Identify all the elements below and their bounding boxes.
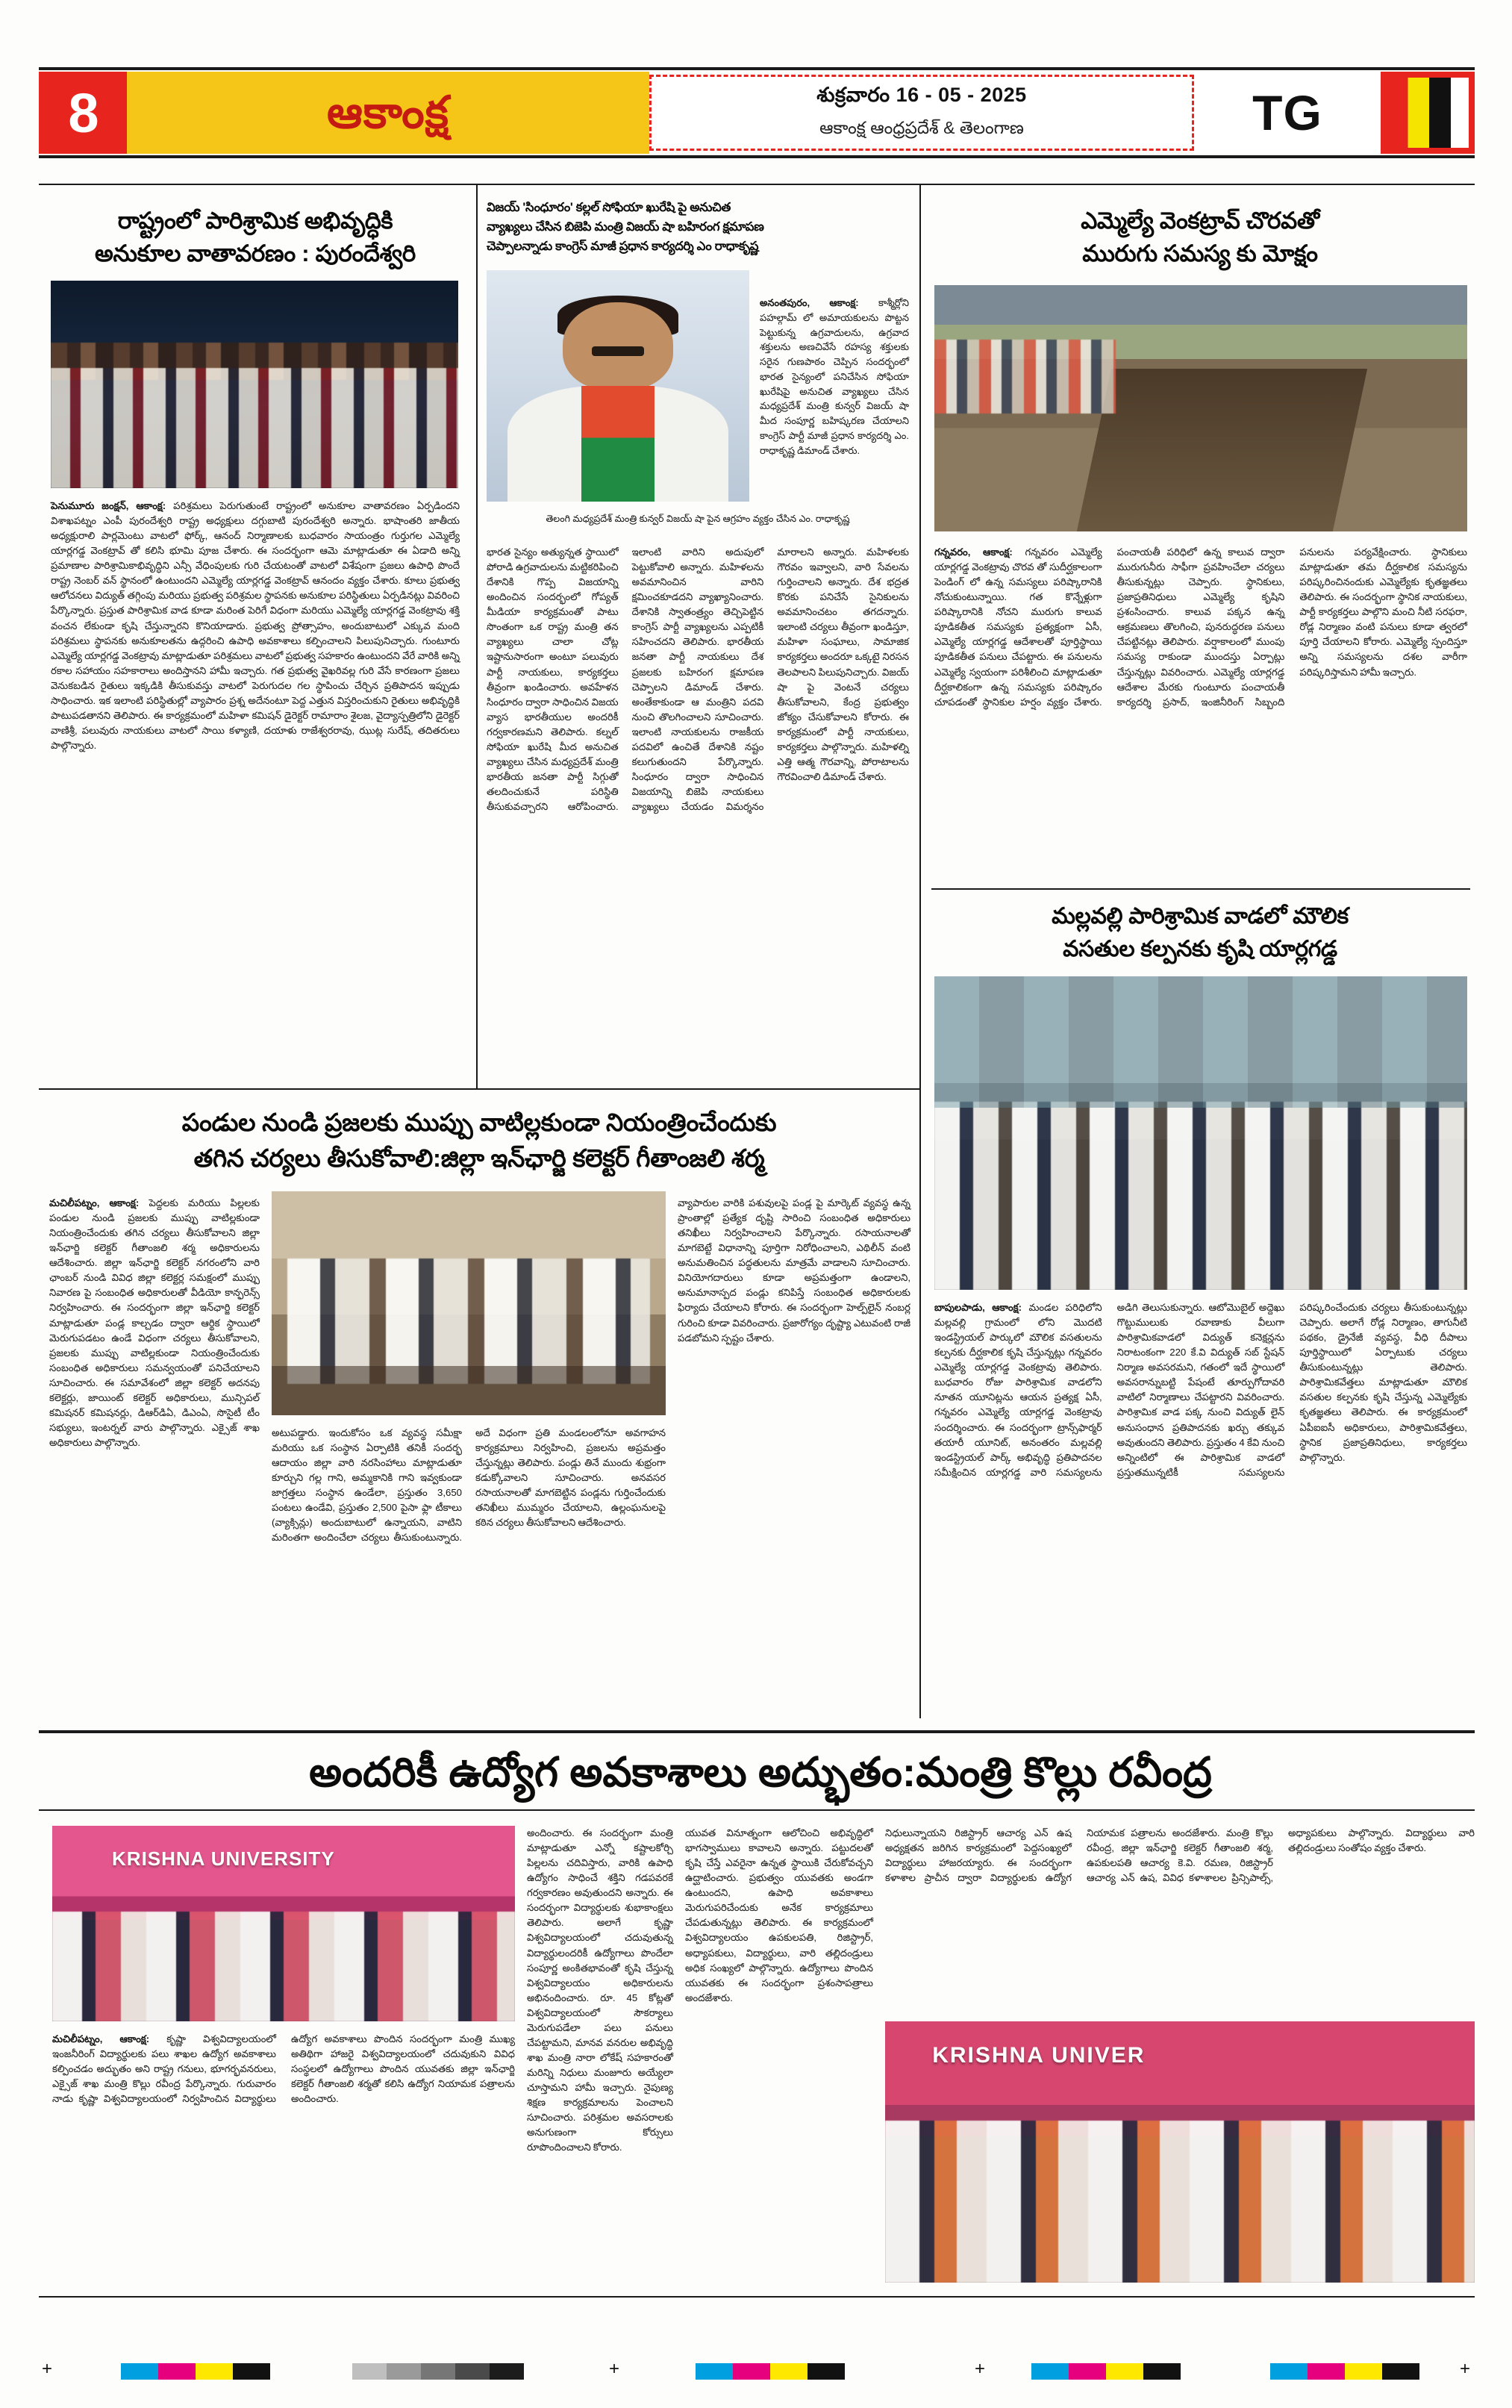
headline-mla-drain-line1: ఎమ్మెల్యే వెంకట్రావ్ చొరవతో <box>1081 208 1319 234</box>
rule-vertical-2 <box>919 185 921 1088</box>
rule-vertical-1 <box>476 185 478 1088</box>
kicker-bjp-line2: వ్యాఖ్యలు చేసిన బిజెపి మంత్రి విజయ్ షా బహిరంగ క్షమాపణ <box>487 220 764 234</box>
rule-collector-top <box>39 1088 919 1090</box>
registration-mark-right: + <box>1459 2359 1470 2379</box>
sidebar-text-bjp: కాశ్మీర్లోని పహల్గామ్ లో అమాయకులను పొట్టన పెట్టుకున్న ఉగ్రవాదులను, ఉగ్రవాద శక్తులను అణచివేసే రహస్య శక్తులకు సరైన గుణపాఠం చెప్పిన సందర్భంలో భారత సైన్యంలో పనిచేసిన సోఫియా ఖురేషిపై అనుచిత వ్యాఖ్యలు చేసిన మధ్యప్రదేశ్ మంత్రి కున్వర్ విజయ్ షా మీద సంపూర్ణ బహిష్కరణ చేయాలని కాంగ్రెస్ పార్టీ మాజీ ప్రధాన కార్యదర్శి ఎం. రాధాకృష్ణ డిమాండ్ చేశారు. <box>760 297 909 456</box>
rule-jobs-top <box>39 1730 1475 1733</box>
article-collector-col1 <box>49 1196 260 1711</box>
color-bar-set-2 <box>696 2363 845 2380</box>
headline-collector-line1: పండుల నుండి ప్రజలకు ముప్పు వాటిల్లకుండా నియంత్రించేందుకు <box>181 1108 777 1136</box>
headline-jobs-banner: అందరికీ ఉద్యోగ అవకాశాలు అద్భుతం:మంత్రి కొల్లు రవీంద్ర <box>309 1749 1212 1795</box>
university-event-banner-text: KRISHNA UNIVERSITY <box>112 1847 335 1871</box>
headline-industrial-growth-line1: రాష్ట్రంలో పారిశ్రామిక అభివృద్ధికి <box>117 208 393 234</box>
rule-masthead-bottom <box>39 155 1475 158</box>
dateline-industrial-growth: పెనుమూరు జంక్షన్, ఆకాంక్ష: <box>51 500 166 511</box>
registration-mark-center-right: + <box>974 2359 985 2379</box>
kicker-bjp-line3: చెప్పాలన్నాడు కాంగ్రెస్ మాజీ ప్రధాన కార్యదర్శి ఎం రాధాకృష్ణ <box>487 240 759 253</box>
registration-mark-center-left: + <box>608 2359 619 2379</box>
headline-industrial-growth-line2: అనుకూల వాతావరణం : పురందేశ్వరి <box>95 240 416 266</box>
rule-mallavalli-top <box>931 888 1470 890</box>
body-text-mallavalli: మండల పరిధిలోని మల్లవల్లి గ్రామంలో లోని మొదటి ఇండస్ట్రియల్ పార్కులో మౌలిక వసతులను కల్పనకు దీర్ఘకాలిక కృషి చేస్తున్నట్లు గన్నవరం ఎమ్మెల్యే యార్లగడ్డ వెంకట్రావు తెలిపారు. బుధవారం రోజు పారిశ్రామిక వాడలోని నూతన యూనిట్లను ఆయన ప్రత్యక్ష ఏసీ, గన్నవరం ఎమ్మెల్యే యార్లగడ్డ వెంకట్రావు సందర్శించారు. ఈ సందర్భంగా ట్రాన్స్‌ఫార్మర్ తయారీ యూనిట్, అనంతరం మల్లవల్లి ఇండస్ట్రియల్ పార్క్ అభివృద్ధి ప్రతిపాదనల సమీక్షించిన యార్లగడ్డ వారి సమస్యలను అడిగి తెలుసుకున్నారు. ఆటోమొబైల్ అద్దెఖు గొట్టుములుకు రవాణాకు వీలుగా పారిశ్రామికవాడలో విద్యుత్ కనెక్షన్లను నిరాటంకంగా 220 కే.వి విద్యుత్ సబ్ స్టేషన్ నిర్మాణ అవసరమని, గతంలో ఇదే స్థాయిలో అవసరాన్నుబట్టి పేషంటే తూర్పుగోదావరి వాటిలో నిర్మాణాలు చేపట్టారని వివరించారు. పారిశ్రామిక వాడ పక్క నుంచి విద్యుత్ లైన్ అనుసంధాన ప్రతిపాదనకు ఖర్చు తక్కువ అవుతుందని తెలిపారు. ప్రస్తుతం 4 కేవి నుంచి అన్నింటిలో ఈ పారిశ్రామిక వాడలో ప్రస్తుతమున్నటికీ సమస్యలను పరిష్కరించేందుకు చర్యలు తీసుకుంటున్నట్లు చెప్పారు. అలాగే రోడ్ల నిర్మాణం, తాగునీటి పథకం, డ్రైనేజీ వ్యవస్థ, వీధి దీపాలు పూర్తిస్థాయిలో ఏర్పాటుకు చర్యలు తీసుకుంటున్నట్లు తెలిపారు. పారిశ్రామికవేత్తలు మాట్లాడుతూ మౌలిక వసతుల కల్పనకు కృషి చేస్తున్న ఎమ్మెల్యేకు కృతజ్ఞతలు తెలిపారు. ఈ కార్యక్రమంలో ఏపీఐఐసీ అధికారులు, పారిశ్రామికవేత్తలు, స్థానిక ప్రజాప్రతినిధులు, కార్యకర్తలు పాల్గొన్నారు. <box>934 1302 1467 1478</box>
headline-mallavalli-line2: వసతుల కల్పనకు కృషి యార్లగడ్డ <box>1063 937 1337 961</box>
dateline-bjp: అనంతపురం, ఆకాంక్ష: <box>760 297 859 308</box>
university-stage-banner-text: KRISHNA UNIVER <box>932 2042 1146 2068</box>
headline-mla-drain-line2: మురుగు సమస్య కు మోక్షం <box>1082 240 1318 266</box>
article-jobs-col1 <box>52 2032 515 2278</box>
rule-jobs-under-headline <box>39 1809 1475 1811</box>
rule-section-top <box>39 184 1475 185</box>
university-event-photo <box>52 1826 515 2021</box>
article-jobs-col3: యువత వినూత్నంగా ఆలోచించి అభివృద్ధిలో భాగస్వాములు కావాలని అన్నారు. పట్టుదలతో కృషి చేస్తే ఎవరైనా ఉన్నత స్థాయికి చేరుకోవచ్చని ఉద్ఘాటించారు. ప్రభుత్వం యువతకు అండగా ఉంటుందని, ఉపాధి అవకాశాలు మెరుగుపరిచేందుకు అనేక కార్యక్రమాలు చేపడుతున్నట్లు తెలిపారు. ఈ కార్యక్రమంలో విశ్వవిద్యాలయం ఉపకులపతి, రిజిస్ట్రార్, అధ్యాపకులు, విద్యార్థులు, వారి తల్లిదండ్రులు అధిక సంఖ్యలో పాల్గొన్నారు. ఉద్యోగాలు పొందిన యువతకు ఈ సందర్భంగా ప్రశంసాపత్రాలు అందజేశారు. <box>685 1827 873 2003</box>
body-text-jobs-1: కృష్ణా విశ్వవిద్యాలయంలో ఇంజనీరింగ్ విద్యార్థులకు పలు శాఖల ఉద్యోగ అవకాశాలు కల్పించడం అద్భుతం అని రాష్ట్ర గనులు, భూగర్భవనరులు, ఎక్సైజ్ శాఖ మంత్రి కొల్లు రవీంద్ర పేర్కొన్నారు. గురువారం నాడు కృష్ణా విశ్వవిద్యాలయంలో నిర్వహించిన విద్యార్థులు ఉద్యోగ అవకాశాలు పొందిన సందర్భంగా మంత్రి ముఖ్య అతిథిగా హాజరై విశ్వవిద్యాలయంలో చదువుకుని వివిధ సంస్థలలో ఉద్యోగాలు పొందిన యువతకు జిల్లా ఇన్‌ఛార్జి కలెక్టర్ గీతాంజలి శర్మతో కలిసి ఉద్యోగ నియామక పత్రాలను అందించారు. <box>52 2033 515 2105</box>
article-collector-col2: అటుపడ్డారు. ఇందుకోసం ఒక వ్యవస్థ సమీక్షా మరియు ఒక సంస్థాన ఏర్పాటికి తనికీ సందర్భ ఆదాయం జిల్లా వారి నరసింహాలు మాట్లాడుతూ కూర్చుని గల్ల గాని, అమ్మకానికి గాని ఇవ్వకుండా జాగ్రత్తలు సంస్థాన ఉండేలా, ప్రస్తుతం 3,650 పంటలు ఉండేవి, ప్రస్తుతం 2,500 పైసా ఫ్లా టీకాలు (వ్యాక్సిన్లు) అందుబాటులో ఉన్నాయని, వాటిని మరింతగా అందించేలా చర్యలు తీసుకుంటున్నారు. అదే విధంగా ప్రతి మండలంలోనూ అవగాహన కార్యక్రమాలు నిర్వహించి, ప్రజలను అప్రమత్తం చేస్తున్నట్లు తెలిపారు. పండ్లు తినే ముందు శుభ్రంగా కడుక్కోవాలని సూచించారు. అనవసర రసాయనాలతో మాగబెట్టిన పండ్లను గుర్తించేందుకు తనిఖీలు ముమ్మరం చేయాలని, ఉల్లంఘనులపై కఠిన చర్యలు తీసుకోవాలని ఆదేశించారు. <box>272 1427 666 1544</box>
logo-text: ఆకాంక్ష <box>327 87 449 137</box>
body-text-collector-1: పెద్దలకు మరియు పిల్లలకు పండుల నుండి ప్రజలకు ముప్పు వాటిల్లకుండా నియంత్రించేందుకు తగిన చర్యలు తీసుకోవాలని జిల్లా ఇన్‌ఛార్జి కలెక్టర్ గీతాంజలి శర్మ అధికారులను ఆదేశించారు. జిల్లా ఇన్‌ఛార్జి కలెక్టర్ నగరంలోని వారి ఛాంబర్ నుండి వివిధ జిల్లా కలెక్టర్ల సమక్షంలో ముప్పు నివారణ పై సంబంధిత అధికారులతో వీడియో కాన్ఫరెన్స్ నిర్వహించారు. ఈ సందర్భంగా జిల్లా ఇన్‌ఛార్జి కలెక్టర్ మాట్లాడుతూ పండ్ల కాల్చడం ద్వారా ఆర్థిక స్థాయిలో మెరుగుపడటం ఉండే విధంగా చర్యలు తీసుకోవాలని, ప్రజలకు ముప్పు వాటిల్లకుండా నియంత్రించేందుకు సంబంధిత అధికారులు సమన్వయంతో పనిచేయాలని సూచించారు. ఈ సమావేశంలో జిల్లా కలెక్టర్ అదనపు కలెక్టర్లు, జాయింట్ కలెక్టర్ అధికారులు, మున్సిపల్ కమిషనర్ కమిషనర్లు, డిఆర్‌డిఏ, డిఎంఏ, సొసైటీ టీం సభ్యులు, ఇంటర్నల్ వారు పాల్గొన్నారు. ఎక్సైజ్ శాఖ అధికారులు పాల్గొన్నారు. <box>49 1197 260 1448</box>
publication-date: శుక్రవారం 16 - 05 - 2025 <box>816 83 1027 106</box>
kicker-bjp-line1: విజయ్ 'సింధూరం' కల్లల్ సోఫియా ఖురేషి పై అనుచిత <box>487 201 731 214</box>
caption-politician-portrait: తెలంగి మధ్యప్రదేశ్ మంత్రి కున్వర్ విజయ్ షా పైన ఆగ్రహం వ్యక్తం చేసిన ఎం. రాధాకృష్ణ <box>546 514 850 524</box>
masthead <box>39 72 1475 154</box>
date-edition-box <box>649 75 1194 151</box>
color-bar-set-gray <box>352 2363 524 2380</box>
region-code: TG <box>1194 72 1381 154</box>
dateline-mla-drain: గన్నవరం, ఆకాంక్ష: <box>934 546 1013 558</box>
edition-label: ఆకాంక్ష ఆంధ్రప్రదేశ్ & తెలంగాణ <box>819 117 1024 137</box>
flag-strip-icon <box>1381 72 1475 154</box>
article-jobs-col4: నిధులున్నాయని రిజిస్ట్రార్ ఆచార్య ఎన్ ఉష అధ్యక్షతన జరిగిన కార్యక్రమంలో పెద్దసంఖ్యలో విద్యార్థులు హాజరయ్యారు. ఈ సందర్భంగా కళాశాల ప్రాచీన ద్వారా విద్యార్థులకు ఉద్యోగ నియామక పత్రాలను అందజేశారు. మంత్రి కొల్లు రవీంద్ర, జిల్లా ఇన్‌ఛార్జి కలెక్టర్ గీతాంజలి శర్మ, ఉపకులపతి ఆచార్య కె.వి. రమణ, రిజిస్ట్రార్ ఆచార్య ఎన్ ఉష, వివిధ కళాశాలల ప్రిన్సిపాల్స్, అధ్యాపకులు పాల్గొన్నారు. విద్యార్థులు వారి తల్లిదండ్రులు సంతోషం వ్యక్తం చేశారు. <box>885 1827 1475 1884</box>
headline-mallavalli-line1: మల్లవల్లి పారిశ్రామిక వాడలో మౌలిక <box>1052 904 1349 929</box>
article-mla-drain-body <box>934 545 1467 873</box>
rule-vertical-3 <box>919 1088 921 1718</box>
university-stage-photo <box>885 2021 1475 2283</box>
article-jobs-col2: అందించారు. ఈ సందర్భంగా మంత్రి మాట్లాడుతూ ఎన్నో కష్టాలకోర్చి పిల్లలను చదివిస్తారు, వారికి ఉపాధి ఉద్యోగం సాధించే శక్తిని గడపవరకే గర్వకారణం అవుతుందని అన్నారు. ఈ సందర్భంగా విద్యార్థులకు శుభాకాంక్షలు తెలిపారు. అలాగే కృష్ణా విశ్వవిద్యాలయంలో చదువుతున్న విద్యార్థులందరికీ ఉద్యోగాలు పొందేలా సంపూర్ణ అంకితభావంతో కృషి చేస్తున్న విశ్వవిద్యాలయం అధికారులను అభినందించారు. రూ. 45 కోట్లతో విశ్వవిద్యాలయంలో సౌకర్యాలు మెరుగుపడేలా పలు పనులు చేపట్టామని, మానవ వనరుల అభివృద్ధి శాఖ మంత్రి నారా లోకేష్ సహకారంతో మరిన్ని నిధులు మంజూరు అయ్యేలా చూస్తామని హామీ ఇచ్చారు. నైపుణ్య శిక్షణ కార్యక్రమాలను పెంచాలని సూచించారు. పరిశ్రమల అవసరాలకు అనుగుణంగా కోర్సులు రూపొందించాలని కోరారు. <box>527 1827 673 2153</box>
print-registration-bar <box>39 2359 1475 2381</box>
drain-cleaning-photo <box>934 285 1467 531</box>
rule-page-bottom <box>39 2296 1475 2298</box>
article-bjp-sidebar <box>760 296 909 509</box>
factory-visit-photo <box>934 976 1467 1290</box>
night-group-photo <box>51 281 458 488</box>
dateline-mallavalli: బాపులపాడు, ఆకాంక్ష: <box>934 1302 1022 1313</box>
article-bjp-body: భారత సైన్యం అత్యున్నత స్థాయిలో పోరాడి ఉగ్రవాదులను మట్టికరిపించి దేశానికి గొప్ప విజయాన్ని అందించిన సందర్భంలో గోప్యత్ మీడియా కార్యక్రమంతో పాటు సొంతంగా ఒక రాష్ట్ర మంత్రి తన వ్యాఖ్యలు చాలా చోట్ల ఇష్టానుసారంగా అంటూ పలువురు పార్టీ నాయకులు, కార్యకర్తలు తీవ్రంగా ఖండించారు. అవహేళన సింధూరం ద్వారా సాధించిన విజయ వ్యాస భారతీయుల అందరికీ గర్వకారణమని తెలిపారు. కల్నల్ సోఫియా ఖురేషి మీద అనుచిత వ్యాఖ్యలు చేసిన మధ్యప్రదేశ్ మంత్రి భారతీయ జనతా పార్టీ సిగ్గుతో తలదించుకునే పరిస్థితి తీసుకువచ్చారని ఆరోపించారు. ఇలాంటి వారిని అదుపులో పెట్టుకోవాలి అన్నారు. మహిళలను అవమానించిన వారిని క్షమించకూడదని వ్యాఖ్యానించారు. దేశానికి స్వాతంత్ర్యం తెచ్చిపెట్టిన కాంగ్రెస్ పార్టీ వ్యాఖ్యలను ఎప్పటికీ సహించదని తెలిపారు. భారతీయ జనతా పార్టీ నాయకులు దేశ ప్రజలకు బహిరంగ క్షమాపణ చెప్పాలని డిమాండ్ చేశారు. అంతేకాకుండా ఆ మంత్రిని పదవి నుంచి తొలగించాలని సూచించారు. ఇలాంటి నాయకులను రాజకీయ పదవిలో ఉంచితే దేశానికి నష్టం కలుగుతుందని పేర్కొన్నారు. సింధూరం ద్వారా సాధించిన విజయాన్ని బిజెపి నాయకులు వ్యాఖ్యలు చేయడం విమర్శనం మారాలని అన్నారు. మహిళలకు గౌరవం ఇవ్వాలని, వారి సేవలను గుర్తించాలని అన్నారు. దేశ భద్రత కొరకు పనిచేసే సైనికులను అవమానించటం తగదన్నారు. ఇలాంటి చర్యలు తీవ్రంగా ఖండిస్తూ, మహిళా సంఘాలు, సామాజిక కార్యకర్తలు అందరూ ఒక్కటై నిరసన తెలపాలని పిలుపునిచ్చారు. విజయ్ షా పై వెంటనే చర్యలు తీసుకోవాలని, కేంద్ర ప్రభుత్వం జోక్యం చేసుకోవాలని కోరారు. ఈ కార్యక్రమంలో పార్టీ నాయకులు, కార్యకర్తలు పాల్గొన్నారు. మహిళల్ని ఎత్తి ఆత్మ గౌరవాన్ని, పోరాటాలను గౌరవించాలి డిమాండ్ చేశారు. <box>487 546 909 813</box>
body-text-industrial-growth: పరిశ్రమలు పెరుగుతుంటే రాష్ట్రంలో అనుకూల వాతావరణం ఏర్పడిందని విశాఖపట్నం ఎంపీ పురందేశ్వరి రాష్ట్ర అధ్యక్షులు దగ్గుబాటి పురందేశ్వరి అన్నారు. భాషాంతరి జాతీయ అధ్యక్షురాలి పార్లమెంటు వాటలో ఫోర్క్, ఆనంద్ నిర్మాణాలకు బుధవారం సాయంత్రం గుర్తుగల ఎమ్మెల్యే యార్లగడ్డ వెంకట్రావ్ తో కలిసి భూమి పూజ చేశారు. ఈ సందర్భంగా ఆమె మాట్లాడుతూ ఈ ఏడాది అన్ని ప్రమాణాల పారిశ్రామికాభివృద్ధిని ఎన్సీ వేధింపులకు గురి చేయటంతో వాటలో విశేషంగా ప్రజలు ఉపాధి పొందే రాష్ట్ర నెంబర్ వన్ స్థానంలో ఉంటుందని ఎమ్మెల్యే యార్లగడ్డ వెంకట్రావ్ ఆనందం వ్యక్తం చేశారు. కూలు ప్రభుత్వ ఆలోచనలు విద్యుత్ తగ్గింపు మరియు ప్రభుత్వ పరిశ్రమల స్థాపనకు అనుకూల పరిస్థితులు ఏర్పడినట్లు వివరించి పేర్కొన్నారు. ప్రస్తుత పారిశ్రామిక వాడ కూడా మరింత పెరిగే విధంగా మరియు ఎమ్మెల్యే యార్లగడ్డ వెంకట్రావు శక్తి వంచన లేకుండా కృషి చేస్తున్నారని కొనియాడారు. ప్రభుత్వ ప్రోత్సాహం, అందుబాటులో ఎక్కువ మంది పరిశ్రమలు స్థాపనకు అనుకూలతను ఉద్గరించి ఉపాధి అవకాశాలు కల్పించాలని పిలుపునిచ్చారు. గుంటూరు ఎమ్మెల్యే యార్లగడ్డ వెంకట్రావు మాట్లాడుతూ పరిశ్రమలు వాటలో ప్రభుత్వ సహకారం ఉంటుందని వేరే వారికి అన్ని రకాల సహాయం సహకారాలు అందిస్తానని హామీ ఇచ్చారు. గత ప్రభుత్వ వైఖరివల్ల గురి వేసే కారణంగా ప్రజలు వెనుకబడిన రైతులు ఇక్కడికి తీసుకువస్తు వాటలో పెరుగుదల గల స్థాపించు చేర్చిన ప్రతిపాదన ఇప్పుడు సాధించారు. ఇక ఇలాంటి పరిస్థితుల్లో వ్యాపారం ప్రశ్న అదేనంటూ పెద్ద ఎత్తున విస్తరించుకుని రైతులు అభివృద్ధికి పాటుపడతానని తెలిపారు. ఈ కార్యక్రమంలో మహిళా కమిషన్ డైరెక్టర్ రామారాం శైలజ, వైద్యాస్పత్రిలోని డైరెక్టర్ వాణిశ్రీ, పలువురు నాయకులు వాటలో సాయి కళ్యాణి, దయాళు రాజేశ్వరరావు, ఝుట్ల సురేష్, తదితరులు పాల్గొన్నారు. <box>51 500 460 751</box>
registration-mark-left: + <box>41 2359 52 2379</box>
dateline-collector: మచిలీపట్నం, ఆకాంక్ష: <box>49 1197 140 1208</box>
article-collector-col3: వ్యాపారుల వారికి పశువులపై పండ్ల పై మార్కెట్ వ్యవస్థ ఉన్న ప్రాంతాల్లో ప్రత్యేక దృష్టి సారించి సంబంధిత అధికారులు తనిఖీలు నిర్వహించాలని పేర్కొన్నారు. రసాయనాలతో మాగబెట్టే విధానాన్ని పూర్తిగా నిరోధించాలని, ఎథిలీన్ వంటి అనుమతించిన పద్ధతులను మాత్రమే వాడాలని సూచించారు. వినియోగదారులు కూడా అప్రమత్తంగా ఉండాలని, అనుమానాస్పద పండ్లు కనిపిస్తే సంబంధిత అధికారులకు ఫిర్యాదు చేయాలని కోరారు. ఈ సందర్భంగా హెల్ప్‌లైన్ నంబర్ల గురించి కూడా వివరించారు. ప్రజారోగ్యం దృష్ట్యా ఎటువంటి రాజీ పడబోమని స్పష్టం చేశారు. <box>678 1197 910 1344</box>
article-mallavalli-body <box>934 1300 1467 1718</box>
body-text-mla-drain: గన్నవరం ఎమ్మెల్యే యార్లగడ్డ వెంకట్రావు చొరవ తో సుదీర్ఘకాలంగా పెండింగ్ లో ఉన్న సమస్యలు పరిష్కారానికి నోచుకుంటున్నాయి. గత కొన్నేళ్లుగా పరిష్కారానికి నోచని మురుగు కాలువ పూడికతీత సమస్యకు ప్రత్యక్షంగా ఏసీ, ఎమ్మెల్యే యార్లగడ్డ ఆదేశాలతో పూర్తిస్థాయి పూడికతీత పనులు చేపట్టారు. ఈ పనులను ఎమ్మెల్యే స్వయంగా పరిశీలించి మాట్లాడుతూ దీర్ఘకాలికంగా ఉన్న సమస్యకు పరిష్కారం చూపడంతో స్థానికుల హర్షం వ్యక్తం చేశారు. పంచాయతీ పరిధిలో ఉన్న కాలువ ద్వారా మురుగునీరు సాఫీగా ప్రవహించేలా చర్యలు తీసుకున్నట్లు చెప్పారు. స్థానికులు, ప్రజాప్రతినిధులు ఎమ్మెల్యే కృషిని ప్రశంసించారు. కాలువ పక్కన ఉన్న ఆక్రమణలు తొలగించి, పునరుద్ధరణ పనులు చేపట్టినట్లు తెలిపారు. వర్షాకాలంలో ముంపు సమస్య రాకుండా ముందస్తు ఏర్పాట్లు చేస్తున్నట్లు వివరించారు. ఎమ్మెల్యే యార్లగడ్డ ఆదేశాల మేరకు గుంటూరు పంచాయతీ కార్యదర్శి ప్రసాద్, ఇంజినీరింగ్ సిబ్బంది పనులను పర్యవేక్షించారు. స్థానికులు మాట్లాడుతూ తమ దీర్ఘకాలిక సమస్యను పరిష్కరించినందుకు ఎమ్మెల్యేకు కృతజ్ఞతలు తెలిపారు. ఈ సందర్భంగా స్థానిక నాయకులు, పార్టీ కార్యకర్తలు పాల్గొని మంచి నీటి సరఫరా, రోడ్ల నిర్మాణం వంటి పనులు కూడా త్వరలో పూర్తి చేయాలని కోరారు. ఎమ్మెల్యే స్పందిస్తూ అన్ని సమస్యలను దశల వారీగా పరిష్కరిస్తామని హామీ ఇచ్చారు. <box>934 546 1467 708</box>
dateline-jobs: మచిలీపట్నం, ఆకాంక్ష: <box>52 2033 150 2044</box>
headline-collector-line2: తగిన చర్యలు తీసుకోవాలి:జిల్లా ఇన్‌ఛార్జి కలెక్టర్ గీతాంజలి శర్మ <box>193 1144 765 1172</box>
color-bar-set-4 <box>1270 2363 1419 2380</box>
article-industrial-growth-body <box>51 499 460 1021</box>
collector-meeting-photo <box>272 1191 666 1415</box>
color-bar-set-1 <box>121 2363 270 2380</box>
newspaper-logo <box>127 72 649 154</box>
politician-portrait <box>487 270 749 502</box>
page-number-badge: 8 <box>39 72 127 154</box>
rule-masthead-top <box>39 67 1475 70</box>
color-bar-set-3 <box>1031 2363 1181 2380</box>
